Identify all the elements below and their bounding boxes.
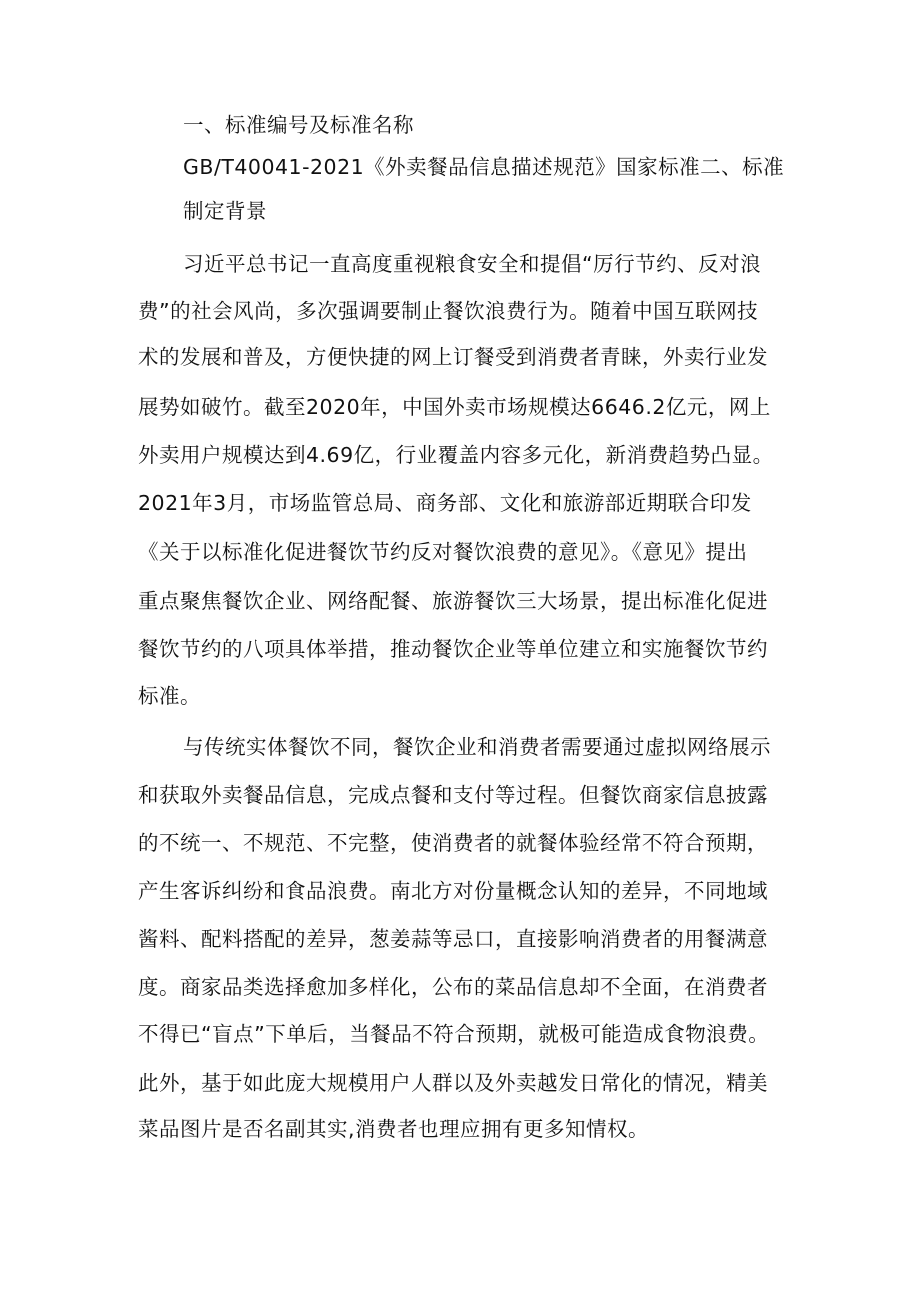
paragraph-1-line: 餐饮节约的八项具体举措，推动餐饮企业等单位建立和实施餐饮节约 bbox=[138, 637, 768, 661]
paragraph-2-line: 的不统一、不规范、不完整，使消费者的就餐体验经常不符合预期， bbox=[138, 831, 768, 855]
paragraph-2-line: 产生客诉纠纷和食品浪费。南北方对份量概念认知的差异，不同地域 bbox=[138, 879, 768, 903]
paragraph-1-line: 标准。 bbox=[138, 684, 201, 708]
paragraph-2-line: 不得已“盲点”下单后，当餐品不符合预期，就极可能造成食物浪费。 bbox=[138, 1022, 770, 1046]
paragraph-1-line: 《关于以标准化促进餐饮节约反对餐饮浪费的意见》。《意见》提出 bbox=[138, 540, 748, 564]
paragraph-1-line: 费”的社会风尚，多次强调要制止餐饮浪费行为。随着中国互联网技 bbox=[138, 299, 759, 323]
paragraph-2-line: 酱料、配料搭配的差异，葱姜蒜等忌口，直接影响消费者的用餐满意 bbox=[138, 927, 768, 951]
standard-title-line: GB/T40041-2021《外卖餐品信息描述规范》国家标准二、标准 bbox=[183, 155, 785, 179]
paragraph-2-line: 和获取外卖餐品信息，完成点餐和支付等过程。但餐饮商家信息披露 bbox=[138, 783, 768, 807]
paragraph-1-line: 2021年3月，市场监管总局、商务部、文化和旅游部近期联合印发 bbox=[138, 491, 752, 515]
paragraph-2-line: 此外，基于如此庞大规模用户人群以及外卖越发日常化的情况，精美 bbox=[138, 1071, 768, 1095]
paragraph-1-line: 展势如破竹。截至2020年，中国外卖市场规模达6646.2亿元，网上 bbox=[138, 395, 771, 419]
paragraph-2-line: 与传统实体餐饮不同，餐饮企业和消费者需要通过虚拟网络展示 bbox=[183, 735, 771, 759]
paragraph-1-line: 术的发展和普及，方便快捷的网上订餐受到消费者青睐，外卖行业发 bbox=[138, 345, 768, 369]
paragraph-2-line: 菜品图片是否名副其实,消费者也理应拥有更多知情权。 bbox=[138, 1117, 650, 1141]
paragraph-2-line: 度。商家品类选择愈加多样化，公布的菜品信息却不全面，在消费者 bbox=[138, 975, 768, 999]
section-heading-standard-number: 一、标准编号及标准名称 bbox=[183, 113, 414, 137]
paragraph-1-line: 习近平总书记一直高度重视粮食安全和提倡“厉行节约、反对浪 bbox=[183, 252, 762, 276]
paragraph-1-line: 外卖用户规模达到4.69亿，行业覆盖内容多元化，新消费趋势凸显。 bbox=[138, 443, 774, 467]
section-heading-background: 制定背景 bbox=[183, 199, 267, 223]
paragraph-1-line: 重点聚焦餐饮企业、网络配餐、旅游餐饮三大场景，提出标准化促进 bbox=[138, 589, 768, 613]
